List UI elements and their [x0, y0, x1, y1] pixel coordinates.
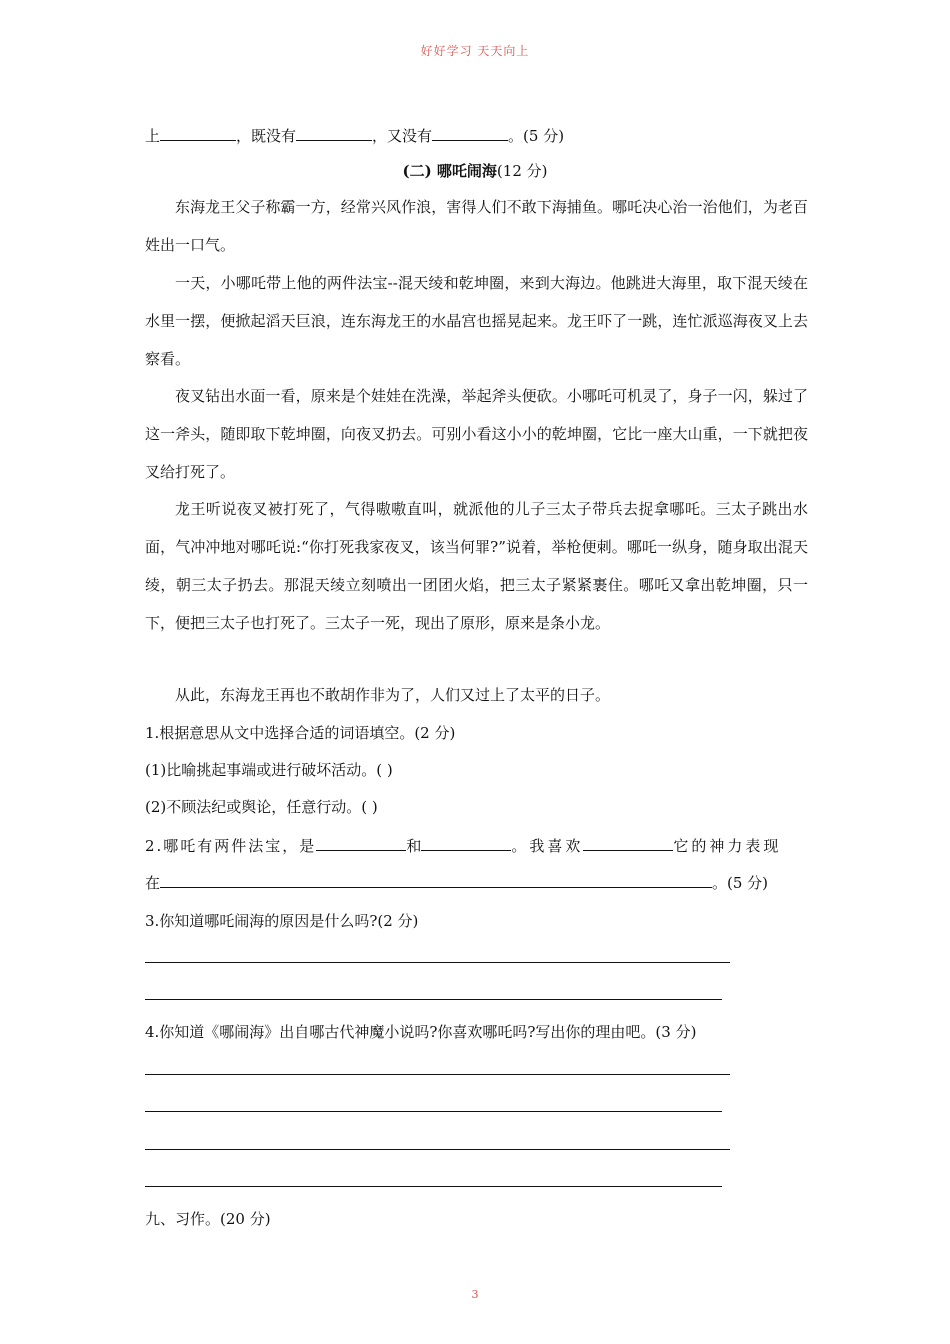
answer-blank[interactable]: [316, 834, 406, 851]
question-1b: (2)不顾法纪或舆论，任意行动。( ): [145, 798, 378, 816]
fill-in-suffix: 。(5 分): [508, 127, 565, 145]
fill-in-line: [145, 124, 564, 146]
question-1a: (1)比喻挑起事端或进行破坏活动。( ): [145, 761, 393, 779]
answer-blank[interactable]: [160, 871, 712, 888]
story-paragraph: 龙王听说夜叉被打死了，气得嗷嗷直叫，就派他的儿子三太子带兵去捉拿哪吒。三太子跳出水面，气冲冲地对哪吒说:“你打死我家夜叉，该当何罪?”说着，举枪便刺。哪吒一纵身，随身取出混天绫，朝三太子扔去。那混天绫立刻喷出一团团火焰，把三太子紧紧裹住。哪吒又拿出乾坤圈，只一下，便把三太子也打死了。三太子一死，现出了原形，原来是条小龙。: [145, 500, 808, 632]
question-2-text-a: 2.哪吒有两件法宝，是: [145, 837, 317, 855]
section-title: [0, 160, 950, 181]
answer-blank[interactable]: [583, 834, 673, 851]
question-2-text-b: 和: [406, 837, 422, 855]
fill-in-mid2: ，又没有: [372, 127, 433, 145]
answer-line[interactable]: [145, 962, 730, 963]
question-2-line2: [145, 871, 768, 893]
answer-blank[interactable]: [296, 124, 372, 141]
answer-line[interactable]: [145, 1074, 730, 1075]
question-2-text-e: 在: [145, 874, 161, 892]
answer-line[interactable]: [145, 1186, 722, 1187]
answer-line[interactable]: [145, 999, 722, 1000]
question-2-text-d: 它的神力表现: [673, 837, 782, 855]
story-paragraph: 夜叉钻出水面一看，原来是个娃娃在洗澡，举起斧头便砍。小哪吒可机灵了，身子一闪，躲过了这一斧头，随即取下乾坤圈，向夜叉扔去。可别小看这小小的乾坤圈，它比一座大山重，一下就把夜叉给打死了。: [145, 387, 808, 481]
question-2-text-f: 。(5 分): [712, 874, 769, 892]
question-3: 3.你知道哪吒闹海的原因是什么吗?(2 分): [145, 912, 419, 930]
story-paragraph: 从此，东海龙王再也不敢胡作非为了，人们又过上了太平的日子。: [175, 686, 611, 704]
fill-in-mid1: ，既没有: [236, 127, 297, 145]
page-header-motto: 好好学习 天天向上: [420, 44, 530, 58]
fill-in-prefix: 上: [145, 127, 161, 145]
story-paragraph: 一天，小哪吒带上他的两件法宝--混天绫和乾坤圈，来到大海边。他跳进大海里，取下混天绫在水里一摆，便掀起滔天巨浪，连东海龙王的水晶宫也摇晃起来。龙王吓了一跳，连忙派巡海夜叉上去察看。: [145, 274, 808, 368]
question-2-text-c: 。我喜欢: [511, 837, 584, 855]
section-title-text: (二) 哪吒闹海: [402, 162, 497, 180]
answer-blank[interactable]: [160, 124, 236, 141]
story-paragraph: 东海龙王父子称霸一方，经常兴风作浪，害得人们不敢下海捕鱼。哪吒决心治一治他们，为老百姓出一口气。: [145, 198, 808, 254]
section-score: (12 分): [496, 162, 548, 180]
question-4: 4.你知道《哪闹海》出自哪古代神魔小说吗?你喜欢哪吒吗?写出你的理由吧。(3 分): [145, 1023, 697, 1041]
question-1: 1.根据意思从文中选择合适的词语填空。(2 分): [145, 724, 456, 742]
answer-line[interactable]: [145, 1149, 730, 1150]
question-2-line1: [145, 834, 808, 856]
answer-blank[interactable]: [421, 834, 511, 851]
answer-blank[interactable]: [432, 124, 508, 141]
part-9-heading: 九、习作。(20 分): [145, 1210, 271, 1228]
answer-line[interactable]: [145, 1111, 722, 1112]
page-number: 3: [471, 1288, 479, 1301]
